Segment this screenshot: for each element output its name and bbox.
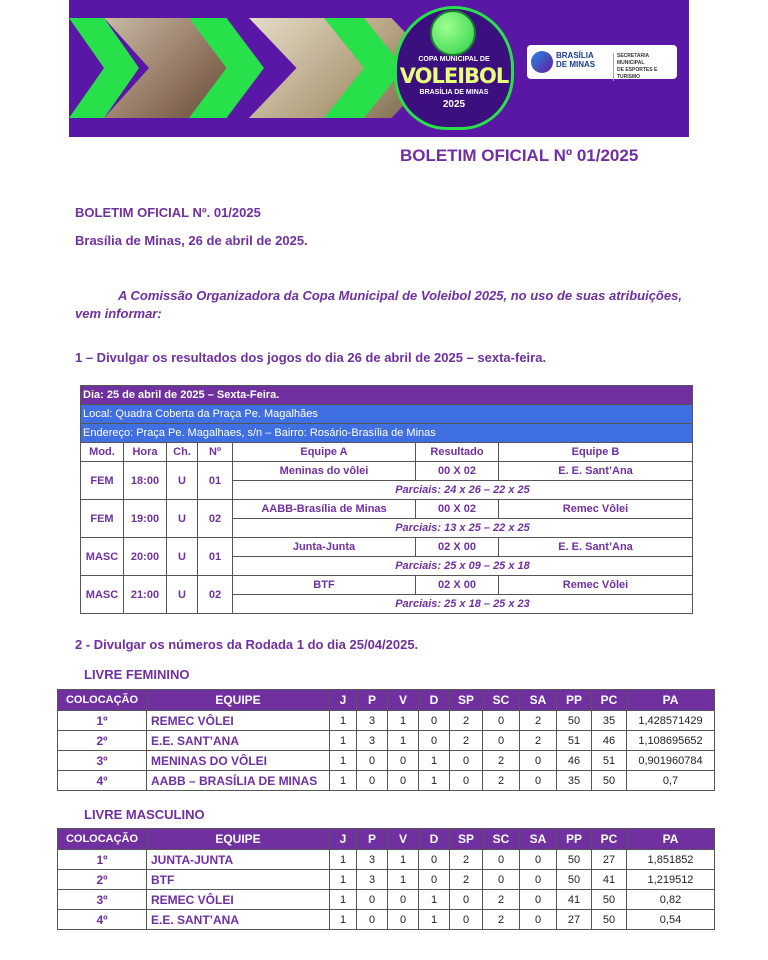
ranking-header-row [58, 690, 715, 711]
game-mod: FEM [81, 500, 124, 538]
ranking-stat: 0 [419, 711, 450, 731]
section1-title: 1 – Divulgar os resultados dos jogos do dia 26 de abril de 2025 – sexta-feira. [75, 350, 547, 365]
game-parciais: Parciais: 25 x 18 – 25 x 23 [233, 595, 693, 614]
ranking-stat: 2 [483, 890, 520, 910]
ranking-header-row [58, 829, 715, 850]
game-parciais: Parciais: 25 x 09 – 25 x 18 [233, 557, 693, 576]
ranking-stat: 46 [557, 751, 592, 771]
game-team-a: Meninas do vôlei [233, 462, 416, 481]
ranking-team: AABB – BRASÍLIA DE MINAS [147, 771, 330, 791]
ranking-team: E.E. SANT’ANA [147, 731, 330, 751]
ranking-stat: 1 [330, 850, 357, 870]
ranking-stat: 1 [330, 771, 357, 791]
col-header: SA [520, 829, 557, 850]
col-header: PP [557, 829, 592, 850]
game-num: 01 [198, 462, 233, 500]
ranking-stat: 0 [388, 890, 419, 910]
col-header: D [419, 690, 450, 711]
game-hora: 20:00 [124, 538, 167, 576]
game-mod: MASC [81, 576, 124, 614]
ranking-position: 2º [58, 731, 147, 751]
ranking-stat: 0 [520, 890, 557, 910]
ranking-stat: 2 [483, 910, 520, 930]
game-ch: U [167, 576, 198, 614]
masculino-title: LIVRE MASCULINO [84, 807, 205, 822]
ranking-stat: 0 [419, 731, 450, 751]
game-parciais: Parciais: 13 x 25 – 22 x 25 [233, 519, 693, 538]
ranking-stat: 0 [483, 850, 520, 870]
ranking-stat: 1 [419, 751, 450, 771]
secretaria-text [613, 53, 677, 81]
col-header: P [357, 829, 388, 850]
ranking-position: 4º [58, 771, 147, 791]
game-result: 00 X 02 [416, 500, 499, 519]
ranking-team: BTF [147, 870, 330, 890]
ranking-stat: 50 [557, 850, 592, 870]
ranking-stat: 0 [483, 731, 520, 751]
ranking-team: JUNTA-JUNTA [147, 850, 330, 870]
ranking-stat: 0 [483, 711, 520, 731]
col-header: Equipe B [499, 443, 693, 462]
ranking-stat: 0 [357, 751, 388, 771]
ranking-stat: 1 [388, 731, 419, 751]
col-header: SC [483, 829, 520, 850]
volleyball-icon [430, 10, 476, 56]
city-logo [527, 45, 677, 79]
ranking-stat: 0 [419, 870, 450, 890]
secretaria-line1: SECRETARIA MUNICIPAL [617, 53, 649, 66]
ranking-stat: 1 [330, 870, 357, 890]
game-team-b: E. E. Sant’Ana [499, 462, 693, 481]
col-header: P [357, 690, 388, 711]
ranking-stat: 0 [357, 910, 388, 930]
games-day: Dia: 25 de abril de 2025 – Sexta-Feira. [81, 386, 693, 405]
ranking-stat: 2 [483, 751, 520, 771]
game-row [81, 462, 693, 481]
ranking-stat: 2 [483, 771, 520, 791]
game-team-a: AABB-Brasília de Minas [233, 500, 416, 519]
ranking-stat: 27 [557, 910, 592, 930]
feminino-title: LIVRE FEMININO [84, 667, 190, 682]
ranking-stat: 1 [388, 870, 419, 890]
ranking-stat: 2 [450, 870, 483, 890]
ranking-team: E.E. SANT’ANA [147, 910, 330, 930]
game-team-a: BTF [233, 576, 416, 595]
col-header: PA [627, 829, 715, 850]
game-num: 02 [198, 500, 233, 538]
ranking-stat: 51 [557, 731, 592, 751]
ranking-stat: 1 [419, 771, 450, 791]
ranking-stat: 3 [357, 850, 388, 870]
ranking-stat: 41 [557, 890, 592, 910]
ranking-position: 3º [58, 751, 147, 771]
game-ch: U [167, 462, 198, 500]
ranking-stat: 2 [450, 850, 483, 870]
col-header: Hora [124, 443, 167, 462]
doc-number: BOLETIM OFICIAL Nº. 01/2025 [75, 205, 261, 220]
game-team-a: Junta-Junta [233, 538, 416, 557]
ranking-stat: 3 [357, 731, 388, 751]
ranking-stat: 50 [592, 771, 627, 791]
ranking-stat: 50 [592, 890, 627, 910]
ranking-stat: 35 [592, 711, 627, 731]
ranking-stat: 0,7 [627, 771, 715, 791]
ranking-stat: 50 [592, 910, 627, 930]
ranking-stat: 1,851852 [627, 850, 715, 870]
ranking-stat: 1 [388, 711, 419, 731]
ranking-stat: 2 [520, 711, 557, 731]
ranking-stat: 1 [330, 910, 357, 930]
game-result: 02 X 00 [416, 576, 499, 595]
ranking-stat: 41 [592, 870, 627, 890]
emblem-title: VOLEIBOL [399, 64, 509, 88]
ranking-row [58, 850, 715, 870]
ranking-stat: 0 [357, 890, 388, 910]
game-result: 00 X 02 [416, 462, 499, 481]
ranking-position: 2º [58, 870, 147, 890]
col-header: PA [627, 690, 715, 711]
ranking-stat: 3 [357, 870, 388, 890]
intro-paragraph: A Comissão Organizadora da Copa Municipal de Voleibol 2025, no uso de suas atribuições, vem informar: [75, 288, 682, 321]
col-header: V [388, 829, 419, 850]
ranking-stat: 27 [592, 850, 627, 870]
col-header: Ch. [167, 443, 198, 462]
section2-title: 2 - Divulgar os números da Rodada 1 do dia 25/04/2025. [75, 637, 419, 652]
ranking-stat: 35 [557, 771, 592, 791]
ranking-stat: 2 [520, 731, 557, 751]
ranking-stat: 0 [388, 751, 419, 771]
ranking-stat: 1 [419, 890, 450, 910]
ranking-stat: 0 [520, 910, 557, 930]
page-title: BOLETIM OFICIAL Nº 01/2025 [400, 146, 639, 165]
col-header: SC [483, 690, 520, 711]
secretaria-line2: DE ESPORTES E TURISMO [617, 67, 658, 80]
ranking-stat: 0 [520, 850, 557, 870]
col-header: SA [520, 690, 557, 711]
game-ch: U [167, 500, 198, 538]
emblem-year: 2025 [442, 99, 466, 110]
ranking-stat: 1,428571429 [627, 711, 715, 731]
col-header: V [388, 690, 419, 711]
emblem-line3: BRASÍLIA DE MINAS [419, 89, 489, 96]
ranking-stat: 0 [450, 751, 483, 771]
col-header: PP [557, 690, 592, 711]
ranking-position: 1º [58, 711, 147, 731]
ranking-stat: 2 [450, 731, 483, 751]
game-parciais: Parciais: 24 x 26 – 22 x 25 [233, 481, 693, 500]
col-header: EQUIPE [147, 829, 330, 850]
ranking-stat: 0 [357, 771, 388, 791]
ranking-masculino-table [57, 828, 715, 930]
city-logo-icon [531, 51, 553, 73]
ranking-stat: 0 [520, 751, 557, 771]
ranking-stat: 0 [520, 870, 557, 890]
ranking-stat: 1 [388, 850, 419, 870]
ranking-team: REMEC VÔLEI [147, 711, 330, 731]
game-team-b: Remec Vôlei [499, 500, 693, 519]
col-header: Resultado [416, 443, 499, 462]
ranking-feminino-table [57, 689, 715, 791]
games-header-row [81, 443, 693, 462]
ranking-stat: 46 [592, 731, 627, 751]
game-row [81, 538, 693, 557]
ranking-row [58, 711, 715, 731]
ranking-row [58, 751, 715, 771]
game-mod: MASC [81, 538, 124, 576]
col-header: PC [592, 690, 627, 711]
emblem-line1: COPA MUNICIPAL DE [418, 56, 490, 63]
col-header: D [419, 829, 450, 850]
ranking-stat: 1,219512 [627, 870, 715, 890]
col-header: COLOCAÇÃO [58, 829, 147, 850]
ranking-row [58, 870, 715, 890]
ranking-stat: 1,108695652 [627, 731, 715, 751]
tournament-emblem [394, 6, 514, 130]
game-hora: 19:00 [124, 500, 167, 538]
ranking-stat: 0 [450, 890, 483, 910]
ranking-position: 3º [58, 890, 147, 910]
ranking-stat: 0 [483, 870, 520, 890]
ranking-row [58, 771, 715, 791]
ranking-stat: 0 [450, 910, 483, 930]
place-date: Brasília de Minas, 26 de abril de 2025. [75, 233, 308, 248]
ranking-stat: 1 [330, 751, 357, 771]
col-header: J [330, 690, 357, 711]
game-row [81, 576, 693, 595]
game-mod: FEM [81, 462, 124, 500]
ranking-team: MENINAS DO VÔLEI [147, 751, 330, 771]
city-logo-line2: DE MINAS [556, 60, 596, 69]
col-header: COLOCAÇÃO [58, 690, 147, 711]
ranking-stat: 0 [388, 910, 419, 930]
game-num: 02 [198, 576, 233, 614]
game-team-b: E. E. Sant’Ana [499, 538, 693, 557]
ranking-stat: 0 [388, 771, 419, 791]
ranking-stat: 0 [450, 771, 483, 791]
games-address: Endereço: Praça Pe. Magalhaes, s/n – Bairro: Rosário-Brasília de Minas [81, 424, 693, 443]
ranking-row [58, 910, 715, 930]
ranking-stat: 0 [520, 771, 557, 791]
ranking-stat: 50 [557, 870, 592, 890]
ranking-stat: 2 [450, 711, 483, 731]
col-header: SP [450, 690, 483, 711]
ranking-position: 1º [58, 850, 147, 870]
game-result: 02 X 00 [416, 538, 499, 557]
ranking-stat: 0,82 [627, 890, 715, 910]
ranking-stat: 3 [357, 711, 388, 731]
game-ch: U [167, 538, 198, 576]
city-logo-line1: BRASÍLIA [556, 51, 594, 60]
col-header: Equipe A [233, 443, 416, 462]
header-banner [69, 0, 689, 137]
game-team-b: Remec Vôlei [499, 576, 693, 595]
city-logo-text [556, 51, 595, 69]
col-header: Nº [198, 443, 233, 462]
col-header: SP [450, 829, 483, 850]
ranking-stat: 51 [592, 751, 627, 771]
game-num: 01 [198, 538, 233, 576]
ranking-stat: 1 [330, 711, 357, 731]
games-local: Local: Quadra Coberta da Praça Pe. Magalhães [81, 405, 693, 424]
game-hora: 18:00 [124, 462, 167, 500]
ranking-stat: 0,54 [627, 910, 715, 930]
col-header: Mod. [81, 443, 124, 462]
col-header: PC [592, 829, 627, 850]
ranking-stat: 1 [330, 890, 357, 910]
col-header: EQUIPE [147, 690, 330, 711]
games-table [80, 385, 693, 614]
ranking-stat: 0,901960784 [627, 751, 715, 771]
ranking-row [58, 731, 715, 751]
ranking-team: REMEC VÔLEI [147, 890, 330, 910]
ranking-stat: 0 [419, 850, 450, 870]
ranking-position: 4º [58, 910, 147, 930]
ranking-stat: 1 [419, 910, 450, 930]
col-header: J [330, 829, 357, 850]
game-hora: 21:00 [124, 576, 167, 614]
ranking-stat: 50 [557, 711, 592, 731]
game-row [81, 500, 693, 519]
ranking-row [58, 890, 715, 910]
ranking-stat: 1 [330, 731, 357, 751]
